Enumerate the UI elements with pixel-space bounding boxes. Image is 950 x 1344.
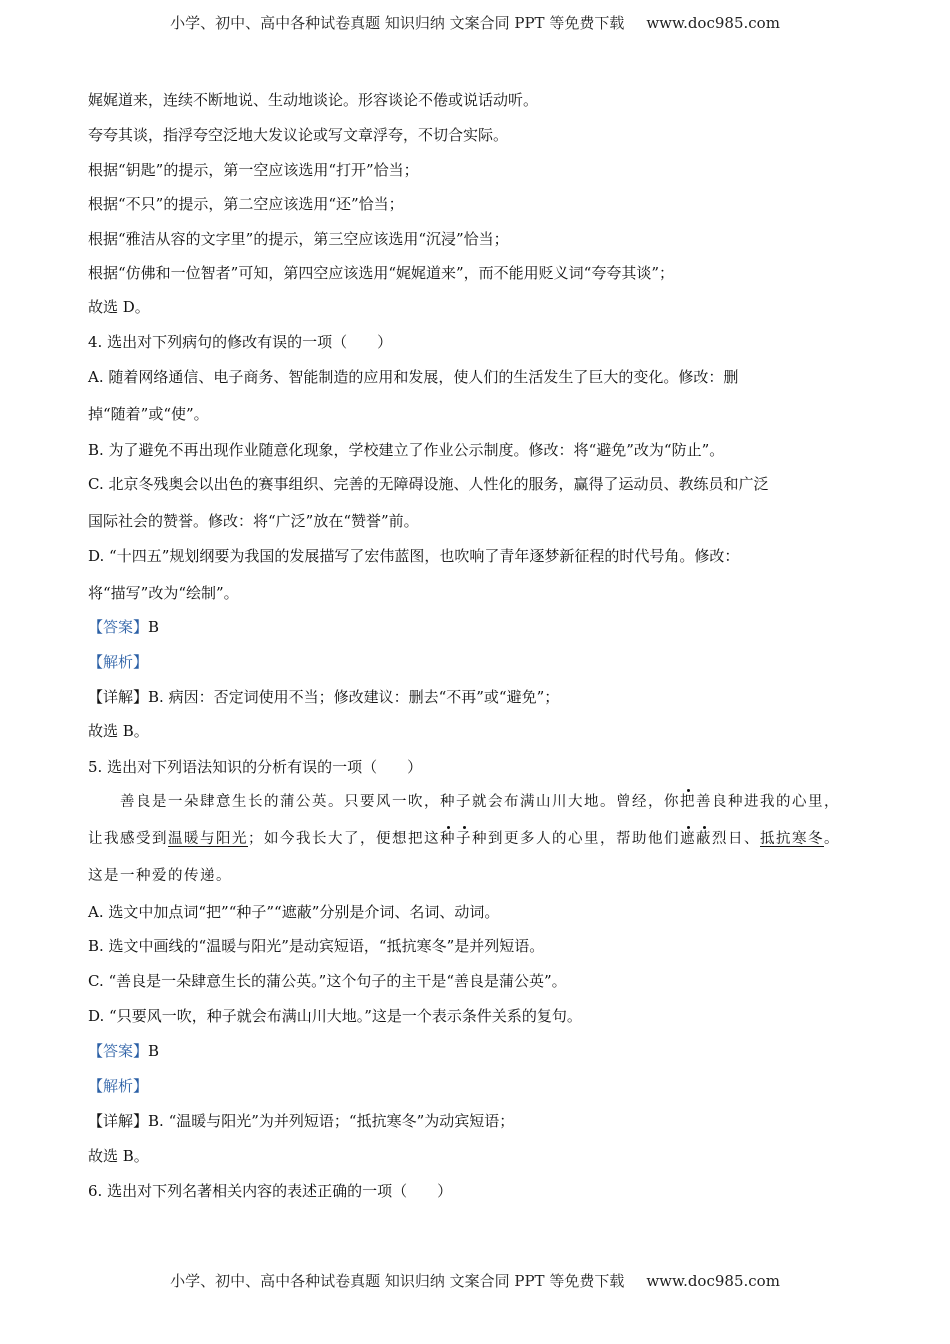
q5-option-b: B. 选文中画线的“温暖与阳光”是动宾短语，“抵抗寒冬”是并列短语。 — [88, 937, 545, 955]
analysis-tag: 【解析】 — [88, 653, 149, 671]
q3-explain-line-3: 根据“钥匙”的提示，第一空应该选用“打开”恰当； — [88, 161, 419, 179]
footer-text: 小学、初中、高中各种试卷真题 知识归纳 文案合同 PPT 等免费下载 — [170, 1272, 625, 1290]
dotted-word: 子 — [456, 831, 472, 847]
q4-option-c-line-1: C. 北京冬残奥会以出色的赛事组织、完善的无障碍设施、人性化的服务，赢得了运动员、教练员和广泛 — [88, 475, 769, 493]
q4-option-b: B. 为了避免不再出现作业随意化现象，学校建立了作业公示制度。修改：将“避免”改为“防止”。 — [88, 441, 725, 459]
footer-site-link[interactable]: www.doc985.com — [646, 1272, 780, 1290]
q3-explain-line-1: 娓娓道来，连续不断地说、生动地谈论。形容谈论不倦或说话动听。 — [88, 91, 539, 109]
q5-conclusion: 故选 B。 — [88, 1147, 149, 1165]
detail-tag: 【详解】 — [88, 1112, 149, 1130]
q5-option-c: C. “善良是一朵肆意生长的蒲公英。”这个句子的主干是“善良是蒲公英”。 — [88, 972, 567, 990]
q5-stem: 5. 选出对下列语法知识的分析有误的一项（ ） — [88, 758, 423, 776]
answer-value: B — [148, 1042, 160, 1060]
q5-option-d: D. “只要风一吹，种子就会布满山川大地。”这是一个表示条件关系的复句。 — [88, 1007, 582, 1025]
underlined-phrase: 抵抗寒冬 — [760, 831, 824, 847]
q3-explain-line-6: 根据“仿佛和一位智者”可知，第四空应该选用“娓娓道来”，而不能用贬义词“夸夸其谈”； — [88, 264, 675, 282]
q4-option-d-line-2: 将“描写”改为“绘制”。 — [88, 584, 239, 602]
q6-stem: 6. 选出对下列名著相关内容的表述正确的一项（ ） — [88, 1182, 453, 1200]
q4-stem: 4. 选出对下列病句的修改有误的一项（ ） — [88, 333, 393, 351]
q5-detail — [88, 1111, 514, 1131]
header-text: 小学、初中、高中各种试卷真题 知识归纳 文案合同 PPT 等免费下载 — [170, 14, 625, 32]
q3-conclusion: 故选 D。 — [88, 298, 150, 316]
passage-text: 。 — [824, 831, 840, 847]
passage-text: 善良种进我的心里， — [696, 794, 840, 810]
dotted-word: 遮 — [680, 831, 696, 847]
passage-text: 让我感受到 — [88, 831, 168, 847]
q4-option-a-line-2: 掉“随着”或“使”。 — [88, 405, 209, 423]
q4-option-a-line-1: A. 随着网络通信、电子商务、智能制造的应用和发展，使人们的生活发生了巨大的变化。修改：删 — [88, 368, 739, 386]
q4-answer — [88, 617, 159, 637]
answer-value: B — [148, 618, 160, 636]
q5-analysis-tag — [88, 1076, 148, 1096]
passage-text: 种到更多人的心里，帮助他们 — [472, 831, 680, 847]
dotted-word: 把 — [680, 794, 696, 810]
underlined-phrase: 温暖与阳光 — [168, 831, 248, 847]
q3-explain-line-4: 根据“不只”的提示，第二空应该选用“还”恰当； — [88, 195, 404, 213]
q4-analysis-tag — [88, 652, 148, 672]
detail-tag: 【详解】 — [88, 688, 149, 706]
passage-text: 善良是一朵肆意生长的蒲公英。只要风一吹，种子就会布满山川大地。曾经，你 — [120, 794, 680, 810]
detail-text: B. “温暖与阳光”为并列短语；“抵抗寒冬”为动宾短语； — [148, 1112, 515, 1130]
q4-detail — [88, 687, 559, 707]
passage-text: 烈日、 — [712, 831, 760, 847]
q5-answer — [88, 1041, 159, 1061]
detail-text: B. 病因：否定词使用不当；修改建议：删去“不再”或“避免”； — [148, 688, 560, 706]
q3-explain-line-5: 根据“雅洁从容的文字里”的提示，第三空应该选用“沉浸”恰当； — [88, 230, 509, 248]
q5-passage-line-3: 这是一种爱的传递。 — [88, 868, 232, 884]
q3-explain-line-2: 夸夸其谈，指浮夸空泛地大发议论或写文章浮夸，不切合实际。 — [88, 126, 509, 144]
q5-passage-line-1 — [120, 792, 840, 812]
dotted-word: 蔽 — [696, 831, 712, 847]
passage-text: ；如今我长大了，便想把这 — [248, 831, 440, 847]
q4-option-c-line-2: 国际社会的赞誉。修改：将“广泛”放在“赞誉”前。 — [88, 512, 419, 530]
q4-conclusion: 故选 B。 — [88, 722, 149, 740]
analysis-tag: 【解析】 — [88, 1077, 149, 1095]
q4-option-d-line-1: D. “十四五”规划纲要为我国的发展描写了宏伟蓝图，也吹响了青年逐梦新征程的时代号角。修改： — [88, 547, 740, 565]
header-site-link[interactable]: www.doc985.com — [646, 14, 780, 32]
answer-tag: 【答案】 — [88, 618, 149, 636]
page-header — [0, 12, 950, 33]
q5-passage-line-2 — [88, 829, 840, 849]
q5-option-a: A. 选文中加点词“把”“种子”“遮蔽”分别是介词、名词、动词。 — [88, 903, 500, 921]
answer-tag: 【答案】 — [88, 1042, 149, 1060]
dotted-word: 种 — [440, 831, 456, 847]
page-footer — [0, 1270, 950, 1291]
